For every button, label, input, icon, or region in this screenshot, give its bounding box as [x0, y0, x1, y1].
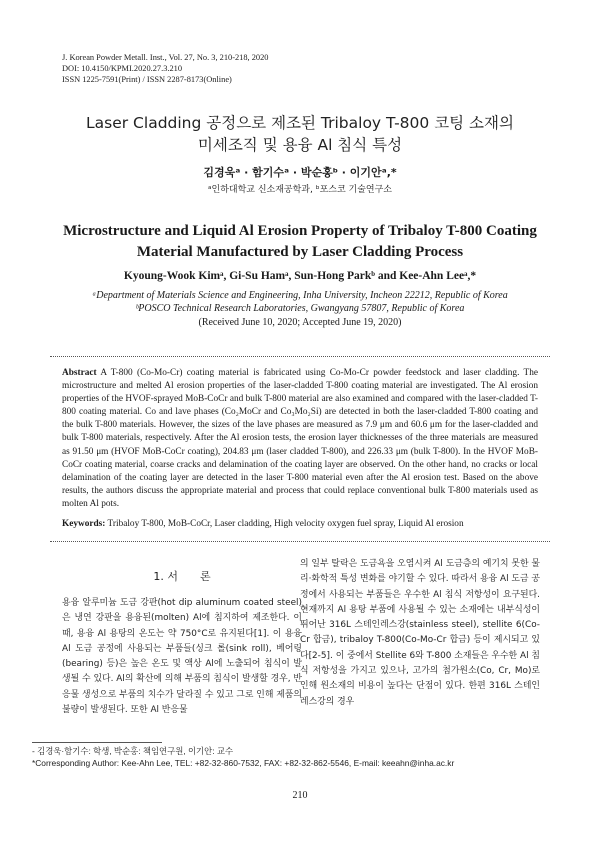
- doi: DOI: 10.4150/KPMI.2020.27.3.210: [62, 64, 183, 73]
- keywords: [62, 519, 538, 529]
- english-title-line1: Microstructure and Liquid Al Erosion Property of Tribaloy T-800 Coating: [63, 223, 537, 239]
- body-right-column: 의 일부 탈락은 도금욕을 오염시켜 Al 도금층의 예기치 못한 물리·화학적 특성 변화를 야기할 수 있다. 따라서 용융 Al 도금 공정에서 사용되는 부품들은 우수한 Al 침식 저항성이 요구된다. 현재까지 Al 용탕 부품에 사용될 수 있는 소재에는 내부식성이 뛰어난 316L 스테인레스강(stainless steel), stellite 6(Co-Cr 합금), tribaloy T-800(Co-Mo-Cr 합금) 등이 제시되고 있다[2-5]. 이 중에서 Stellite 6와 T-800 소재들은 우수한 Al 침식 저항성을 가지고 있으나, 고가의 첨가원소(Co, Cr, Mo)로 인해 원소재의 비용이 높다는 단점이 있다. 한편 316L 스테인레스강의 경우: [300, 559, 540, 707]
- affiliation-a: ᵃDepartment of Materials Science and Engineering, Inha University, Incheon 22212, Republic of Korea: [92, 290, 508, 301]
- footnote-positions: - 김경욱·함기수: 학생, 박순홍: 책임연구원, 이기안: 교수: [32, 746, 234, 756]
- korean-authors: 김경욱ᵃ · 함기수ᵃ · 박순홍ᵇ · 이기안ᵃ,*: [203, 166, 397, 179]
- journal-header: [62, 52, 269, 85]
- english-title: [40, 221, 560, 263]
- abstract-text: A T-800 (Co-Mo-Cr) coating material is fabricated using Co-Mo-Cr powder feedstock and laser cladding. The microstructure and melted Al erosion properties of the laser-cladded T-800 coating material are investigated. The Al erosion properties of the HVOF-sprayed MoB-CoCr and bulk T-800 material are also examined and compared with the laser-cladded T-800 coating material. Co and lave phases (Co₂MoCr and Co₃Mo₂Si) are detected in both the laser-cladded T-800 coating and the bulk T-800 materials. However, the sizes of the lave phases are measured as 7.9 μm and 60.6 μm for the laser-cladded and bulk T-800 materials, respectively. After the Al erosion tests, the erosion layer thicknesses of the three materials are measured as 91.50 μm (HVOF MoB-CoCr coating), 204.83 μm (laser cladded T-800), and 226.33 μm (bulk T-800). In the HVOF MoB-CoCr coating material, coarse cracks and delamination of the coating layer are observed. On the other hand, no cracks or local delamination of the coating layer are detected in the laser T-800 material even after the Al erosion test. Based on the above results, the authors discuss the appropriate material and process that could replace conventional bulk T-800 materials used as molten Al pots.: [62, 368, 538, 509]
- page-number: 210: [292, 790, 308, 801]
- english-title-line2: Material Manufactured by Laser Cladding Process: [136, 244, 464, 260]
- english-authors: Kyoung-Wook Kimᵃ, Gi-Su Hamᵃ, Sun-Hong Parkᵇ and Kee-Ahn Leeᵃ,*: [123, 270, 477, 282]
- footnote-corresponding: *Corresponding Author: Kee-Ahn Lee, TEL: +82-32-860-7532, FAX: +82-32-862-5546, E-mail: keeahn@inha.ac.kr: [32, 758, 455, 768]
- abstract: [62, 367, 538, 511]
- body-left-column: 용융 알루미늄 도금 강판(hot dip aluminum coated steel)은 냉연 강판을 용융된(molten) Al에 침지하여 제조한다. 이때, 용융 Al 용탕의 온도는 약 750°C로 유지된다[1]. 이 용융 Al 도금 공정에 사용되는 부품들(싱크 롤(sink roll), 베어링(bearing) 등)은 높은 온도 및 액상 Al에 노출되어 침식이 발생될 수 있다. Al의 확산에 의해 부품의 침식이 발생할 경우, 반응물 생성으로 부품의 치수가 달라질 수 있고 그로 인해 제품의 불량이 발생된다. 또한 Al 반응물: [62, 598, 302, 716]
- received-dates: (Received June 10, 2020; Accepted June 19, 2020): [198, 317, 402, 328]
- affiliation-b: ᵇPOSCO Technical Research Laboratories, Gwangyang 57807, Republic of Korea: [135, 303, 465, 314]
- korean-affiliation: ᵃ인하대학교 신소재공학과, ᵇ포스코 기술연구소: [207, 185, 392, 195]
- keywords-text: Tribaloy T-800, MoB-CoCr, Laser cladding, High velocity oxygen fuel spray, Liquid Al erosion: [107, 519, 464, 529]
- abstract-bottom-divider: [50, 541, 550, 542]
- abstract-top-divider: [50, 356, 550, 357]
- footnotes: [32, 742, 454, 769]
- keywords-label: Keywords:: [62, 519, 106, 529]
- english-affiliations: [40, 289, 560, 315]
- section-heading: 1. 서 론: [153, 570, 211, 583]
- footnote-rule: [32, 742, 162, 743]
- abstract-label: Abstract: [62, 368, 97, 378]
- issn: ISSN 1225-7591(Print) / ISSN 2287-8173(Online): [62, 75, 232, 84]
- korean-title-line2: 미세조직 및 용융 Al 침식 특성: [197, 136, 403, 154]
- korean-title-line1: Laser Cladding 공정으로 제조된 Tribaloy T-800 코팅 소재의: [86, 114, 514, 132]
- journal-citation: J. Korean Powder Metall. Inst., Vol. 27, No. 3, 210-218, 2020: [62, 53, 269, 62]
- korean-title: [40, 112, 560, 156]
